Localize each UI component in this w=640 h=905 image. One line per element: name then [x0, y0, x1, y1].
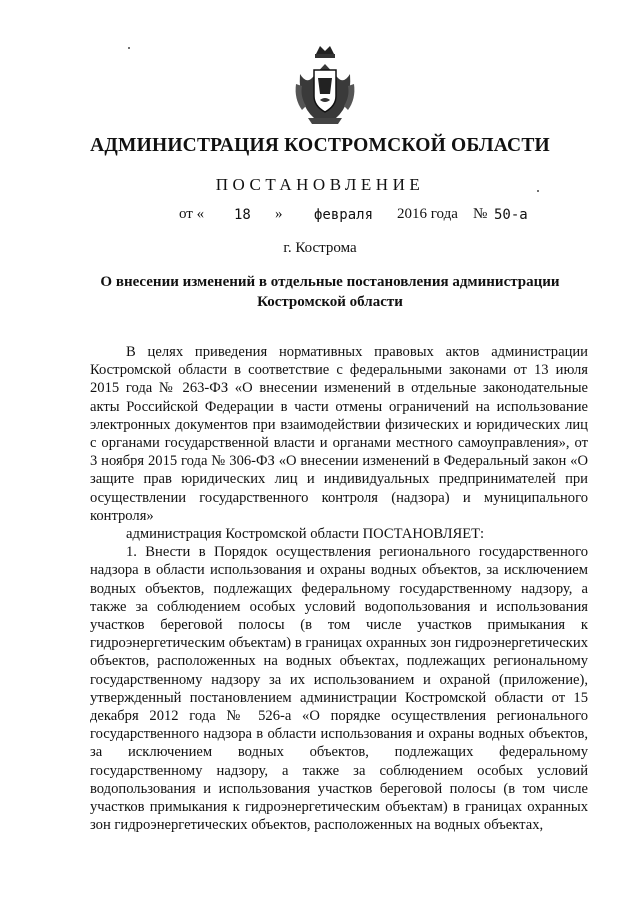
coat-of-arms-emblem: [294, 44, 356, 126]
number-prefix: №: [473, 206, 488, 222]
date-day: 18: [234, 207, 251, 223]
document-title: [100, 272, 560, 312]
date-month: февраля: [314, 207, 374, 223]
scan-speck: [128, 47, 130, 49]
title-line-1: О внесении изменений в отдельные постановления администрации: [100, 274, 560, 290]
date-prefix: от «: [179, 206, 205, 222]
preamble-paragraph: В целях приведения нормативных правовых актов администрации Костромской области в соответствие с федеральными законами от 13 июля 2015 года № 263-ФЗ «О внесении изменений в отдельные законодательные акты Российской Федерации в части отмены ограничений на использование электронных документов при взаимодействии физических и юридических лиц с органами государственной власти и органами местного самоуправления», от 3 ноября 2015 года № 306-ФЗ «О внесении изменений в Федеральный закон «О защите прав юридических лиц и индивидуальных предпринимателей при осуществлении государственного контроля (надзора) и муниципального контроля»: [90, 344, 588, 524]
resolution-line: администрация Костромской области ПОСТАНОВЛЯЕТ:: [126, 526, 485, 543]
organization-name: АДМИНИСТРАЦИЯ КОСТРОМСКОЙ ОБЛАСТИ: [90, 135, 550, 156]
document-type: ПОСТАНОВЛЕНИЕ: [215, 175, 425, 194]
document-number: 50-а: [494, 207, 528, 223]
date-close-quote: »: [275, 206, 283, 222]
date-year: 2016 года: [397, 206, 458, 222]
title-line-2: Костромской области: [257, 294, 403, 310]
city-line: г. Кострома: [283, 240, 357, 256]
document-body: [90, 343, 588, 834]
item-1-paragraph: 1. Внести в Порядок осуществления регионального государственного надзора в области использования и охраны водных объектов, за исключением водных объектов, подлежащих федеральному государственному надзору, а также за соблюдением особых условий водопользования и использования участков береговой полосы (в том числе участков примыкания к гидроэнергетическим объектам) в границах охранных зон гидроэнергетических объектов, расположенных на водных объектах, подлежащих региональному государственному надзору за их использованием и охраной (приложение), утвержденный постановлением администрации Костромской области от 15 декабря 2012 года № 526-а «О порядке осуществления регионального государственного надзора в области использования и охраны водных объектов, за исключением водных объектов, подлежащих федеральному государственному надзору, а также за соблюдением особых условий водопользования и использования участков береговой полосы (в том числе участков примыкания к гидроэнергетическим объектам) в границах охранных зон гидроэнергетических объектов, расположенных на водных объектах,: [90, 544, 588, 834]
